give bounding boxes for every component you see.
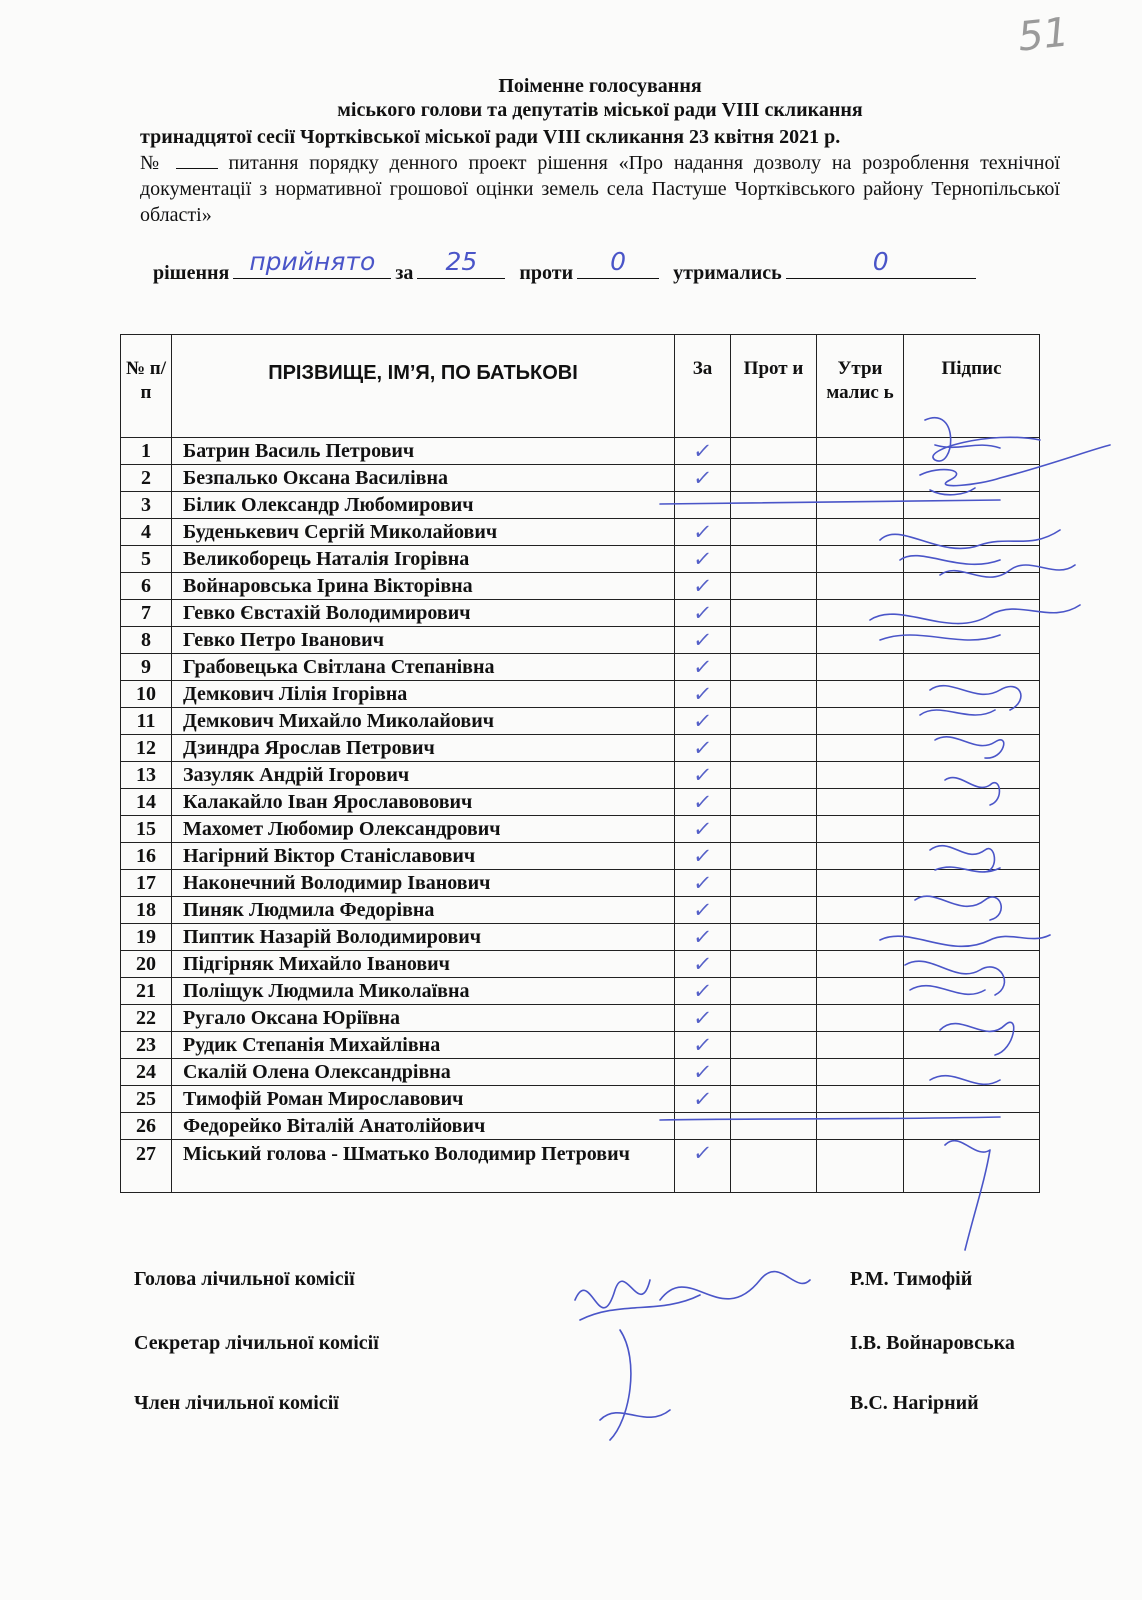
row-number: 25: [121, 1086, 172, 1113]
vote-abstained-cell: [817, 978, 904, 1005]
row-number: 20: [121, 951, 172, 978]
table-row: [121, 870, 1040, 897]
vote-abstained-cell: [817, 654, 904, 681]
header-against: Прот и: [731, 335, 817, 438]
member-name: Демкович Михайло Миколайович: [172, 708, 675, 735]
checkmark-icon: ✓: [691, 817, 714, 841]
vote-against-cell: [731, 1005, 817, 1032]
vote-against-cell: [731, 1086, 817, 1113]
checkmark-icon: ✓: [691, 736, 714, 760]
checkmark-icon: ✓: [691, 682, 714, 706]
signature-cell: [904, 438, 1040, 465]
checkmark-icon: ✓: [691, 1006, 714, 1030]
member-name: Федорейко Віталій Анатолійович: [172, 1113, 675, 1140]
vote-against-cell: [731, 762, 817, 789]
member-name: Нагірний Віктор Станіславович: [172, 843, 675, 870]
vote-abstained-cell: [817, 546, 904, 573]
vote-for-cell: [675, 1032, 731, 1059]
vote-against-cell: [731, 816, 817, 843]
vote-abstained-cell: [817, 1140, 904, 1193]
vote-for-cell: [675, 816, 731, 843]
table-row: [121, 1005, 1040, 1032]
decision-line: [153, 247, 980, 285]
table-row: [121, 735, 1040, 762]
vote-abstained-cell: [817, 816, 904, 843]
against-value: 0: [610, 247, 627, 276]
vote-against-cell: [731, 1032, 817, 1059]
checkmark-icon: ✓: [691, 520, 714, 544]
row-number: 2: [121, 465, 172, 492]
signature-cell: [904, 789, 1040, 816]
table-row: [121, 789, 1040, 816]
vote-for-cell: [675, 1113, 731, 1140]
signature-cell: [904, 1032, 1040, 1059]
vote-abstained-cell: [817, 1005, 904, 1032]
signature-cell: [904, 654, 1040, 681]
vote-abstained-cell: [817, 762, 904, 789]
row-number: 13: [121, 762, 172, 789]
vote-against-cell: [731, 1140, 817, 1193]
vote-against-cell: [731, 654, 817, 681]
header-for: За: [675, 335, 731, 438]
row-number: 16: [121, 843, 172, 870]
checkmark-icon: ✓: [691, 925, 714, 949]
member-name: Білик Олександр Любомирович: [172, 492, 675, 519]
vote-for-cell: [675, 681, 731, 708]
table-row: [121, 573, 1040, 600]
vote-for-cell: [675, 546, 731, 573]
member-name: Демкович Лілія Ігорівна: [172, 681, 675, 708]
signature-cell: [904, 951, 1040, 978]
vote-against-cell: [731, 573, 817, 600]
for-label: за: [395, 262, 414, 284]
vote-for-cell: [675, 654, 731, 681]
row-number: 7: [121, 600, 172, 627]
checkmark-icon: ✓: [691, 898, 714, 922]
row-number: 23: [121, 1032, 172, 1059]
vote-for-cell: [675, 870, 731, 897]
row-number: 26: [121, 1113, 172, 1140]
signature-cell: [904, 735, 1040, 762]
page-number: 51: [1015, 9, 1072, 61]
table-row: [121, 708, 1040, 735]
vote-for-cell: [675, 1086, 731, 1113]
vote-abstained-cell: [817, 573, 904, 600]
vote-table-body: [121, 438, 1040, 1193]
checkmark-icon: ✓: [691, 1087, 714, 1111]
vote-for-cell: [675, 627, 731, 654]
session-line: тринадцятої сесії Чортківської міської ради VIII скликання 23 квітня 2021 р.: [140, 126, 841, 148]
signature-cell: [904, 843, 1040, 870]
item-number-blank: [176, 151, 218, 169]
member-name: Скалій Олена Олександрівна: [172, 1059, 675, 1086]
member-name: Гевко Петро Іванович: [172, 627, 675, 654]
row-number: 10: [121, 681, 172, 708]
vote-against-cell: [731, 708, 817, 735]
vote-against-cell: [731, 681, 817, 708]
signature-cell: [904, 627, 1040, 654]
row-number: 24: [121, 1059, 172, 1086]
table-row: [121, 1086, 1040, 1113]
member-name: Грабовецька Світлана Степанівна: [172, 654, 675, 681]
signature-cell: [904, 492, 1040, 519]
table-row: [121, 897, 1040, 924]
footer-label-secretary: Секретар лічильної комісії: [134, 1332, 379, 1354]
footer-label-chair: Голова лічильної комісії: [134, 1268, 355, 1290]
signature-cell: [904, 978, 1040, 1005]
vote-abstained-cell: [817, 600, 904, 627]
table-row: [121, 1140, 1040, 1193]
member-name: Буденькевич Сергій Миколайович: [172, 519, 675, 546]
row-number: 6: [121, 573, 172, 600]
vote-for-cell: [675, 924, 731, 951]
member-name: Наконечний Володимир Іванович: [172, 870, 675, 897]
signature-cell: [904, 708, 1040, 735]
member-name: Підгірняк Михайло Іванович: [172, 951, 675, 978]
vote-for-cell: [675, 1140, 731, 1193]
checkmark-icon: ✓: [691, 1060, 714, 1084]
vote-against-cell: [731, 870, 817, 897]
signature-cell: [904, 816, 1040, 843]
vote-abstained-cell: [817, 708, 904, 735]
vote-abstained-cell: [817, 492, 904, 519]
member-name: Тимофій Роман Мирославович: [172, 1086, 675, 1113]
signature-cell: [904, 924, 1040, 951]
row-number: 8: [121, 627, 172, 654]
row-number: 17: [121, 870, 172, 897]
row-number: 4: [121, 519, 172, 546]
member-name: Батрин Василь Петрович: [172, 438, 675, 465]
row-number: 15: [121, 816, 172, 843]
table-row: [121, 492, 1040, 519]
vote-for-cell: [675, 762, 731, 789]
table-row: [121, 438, 1040, 465]
vote-for-cell: [675, 1059, 731, 1086]
vote-against-cell: [731, 438, 817, 465]
table-row: [121, 546, 1040, 573]
vote-against-cell: [731, 492, 817, 519]
footer-label-member: Член лічильної комісії: [134, 1392, 339, 1414]
footer-value-chair: Р.М. Тимофій: [850, 1268, 973, 1290]
number-prefix: №: [140, 152, 165, 174]
vote-against-cell: [731, 600, 817, 627]
checkmark-icon: ✓: [691, 547, 714, 571]
vote-for-cell: [675, 708, 731, 735]
question-text: питання порядку денного проект рішення «Про надання дозволу на розроблення технічної документації з нормативної грошової оцінки земель села Пастуше Чортківського району Тернопільської області»: [140, 152, 1060, 226]
table-row: [121, 1059, 1040, 1086]
title-line-1: Поіменне голосування: [498, 75, 702, 97]
vote-for-cell: [675, 843, 731, 870]
for-value: 25: [445, 247, 478, 276]
vote-for-cell: [675, 951, 731, 978]
vote-for-cell: [675, 519, 731, 546]
signature-cell: [904, 681, 1040, 708]
vote-abstained-cell: [817, 438, 904, 465]
vote-for-cell: [675, 438, 731, 465]
footer-value-member: В.С. Нагірний: [850, 1392, 979, 1414]
document-header: [140, 74, 1060, 226]
table-row: [121, 519, 1040, 546]
vote-abstained-cell: [817, 681, 904, 708]
row-number: 11: [121, 708, 172, 735]
vote-against-cell: [731, 1059, 817, 1086]
title-line-2: міського голови та депутатів міської ради VIII скликання: [337, 99, 863, 121]
member-name: Безпалько Оксана Василівна: [172, 465, 675, 492]
vote-abstained-cell: [817, 519, 904, 546]
checkmark-icon: ✓: [691, 763, 714, 787]
checkmark-icon: ✓: [691, 790, 714, 814]
member-name: Махомет Любомир Олександрович: [172, 816, 675, 843]
member-name: Дзиндра Ярослав Петрович: [172, 735, 675, 762]
row-number: 1: [121, 438, 172, 465]
vote-abstained-cell: [817, 1059, 904, 1086]
member-name: Міський голова - Шматько Володимир Петрович: [172, 1140, 675, 1193]
vote-against-cell: [731, 465, 817, 492]
signature-cell: [904, 1059, 1040, 1086]
header-signature: Підпис: [904, 335, 1040, 438]
table-row: [121, 951, 1040, 978]
checkmark-icon: ✓: [691, 844, 714, 868]
row-number: 9: [121, 654, 172, 681]
vote-abstained-cell: [817, 627, 904, 654]
vote-abstained-cell: [817, 924, 904, 951]
decision-label: рішення: [153, 262, 230, 284]
vote-abstained-cell: [817, 951, 904, 978]
vote-for-cell: [675, 897, 731, 924]
table-row: [121, 627, 1040, 654]
against-value-field: [577, 247, 659, 279]
signature-cell: [904, 573, 1040, 600]
vote-against-cell: [731, 735, 817, 762]
vote-for-cell: [675, 978, 731, 1005]
table-row: [121, 681, 1040, 708]
checkmark-icon: ✓: [691, 574, 714, 598]
row-number: 3: [121, 492, 172, 519]
header-name: ПРІЗВИЩЕ, ІМ’Я, ПО БАТЬКОВІ: [172, 335, 675, 438]
signature-cell: [904, 465, 1040, 492]
vote-abstained-cell: [817, 1086, 904, 1113]
signature-cell: [904, 762, 1040, 789]
vote-abstained-cell: [817, 843, 904, 870]
vote-for-cell: [675, 1005, 731, 1032]
row-number: 22: [121, 1005, 172, 1032]
vote-abstained-cell: [817, 789, 904, 816]
checkmark-icon: ✓: [691, 1141, 714, 1165]
vote-against-cell: [731, 789, 817, 816]
table-row: [121, 924, 1040, 951]
member-name: Великоборець Наталія Ігорівна: [172, 546, 675, 573]
vote-for-cell: [675, 492, 731, 519]
signature-cell: [904, 600, 1040, 627]
checkmark-icon: ✓: [691, 1033, 714, 1057]
checkmark-icon: ✓: [691, 655, 714, 679]
table-row: [121, 978, 1040, 1005]
checkmark-icon: ✓: [691, 628, 714, 652]
signature-cell: [904, 1140, 1040, 1193]
table-row: [121, 843, 1040, 870]
member-name: Пиняк Людмила Федорівна: [172, 897, 675, 924]
table-row: [121, 762, 1040, 789]
member-name: Войнаровська Ірина Вікторівна: [172, 573, 675, 600]
vote-for-cell: [675, 735, 731, 762]
checkmark-icon: ✓: [691, 979, 714, 1003]
signature-cell: [904, 1086, 1040, 1113]
for-value-field: [417, 247, 505, 279]
vote-table: [120, 334, 1040, 1193]
vote-for-cell: [675, 573, 731, 600]
table-header-row: [121, 335, 1040, 438]
vote-against-cell: [731, 519, 817, 546]
table-row: [121, 816, 1040, 843]
vote-against-cell: [731, 627, 817, 654]
vote-for-cell: [675, 789, 731, 816]
member-name: Рудик Степанія Михайлівна: [172, 1032, 675, 1059]
row-number: 12: [121, 735, 172, 762]
vote-against-cell: [731, 978, 817, 1005]
abstained-label: утримались: [673, 262, 782, 284]
agenda-question: [140, 150, 1060, 228]
member-name: Поліщук Людмила Миколаївна: [172, 978, 675, 1005]
vote-abstained-cell: [817, 1032, 904, 1059]
vote-abstained-cell: [817, 870, 904, 897]
checkmark-icon: ✓: [691, 952, 714, 976]
row-number: 21: [121, 978, 172, 1005]
vote-abstained-cell: [817, 1113, 904, 1140]
member-name: Пиптик Назарій Володимирович: [172, 924, 675, 951]
checkmark-icon: ✓: [691, 871, 714, 895]
abstained-value: 0: [872, 247, 889, 276]
row-number: 14: [121, 789, 172, 816]
checkmark-icon: ✓: [691, 601, 714, 625]
signature-cell: [904, 1113, 1040, 1140]
vote-abstained-cell: [817, 735, 904, 762]
footer-value-secretary: І.В. Войнаровська: [850, 1332, 1015, 1354]
row-number: 18: [121, 897, 172, 924]
member-name: Калакайло Іван Ярославовович: [172, 789, 675, 816]
member-name: Зазуляк Андрій Ігорович: [172, 762, 675, 789]
decision-value-field: [233, 247, 391, 279]
vote-against-cell: [731, 1113, 817, 1140]
table-row: [121, 600, 1040, 627]
signature-cell: [904, 546, 1040, 573]
table-row: [121, 654, 1040, 681]
vote-abstained-cell: [817, 897, 904, 924]
signature-cell: [904, 897, 1040, 924]
vote-abstained-cell: [817, 465, 904, 492]
vote-against-cell: [731, 546, 817, 573]
checkmark-icon: ✓: [691, 709, 714, 733]
table-row: [121, 1113, 1040, 1140]
table-row: [121, 1032, 1040, 1059]
decision-value: прийнято: [249, 247, 376, 276]
vote-against-cell: [731, 924, 817, 951]
header-num: № п/п: [121, 335, 172, 438]
signature-cell: [904, 1005, 1040, 1032]
row-number: 27: [121, 1140, 172, 1193]
signature-cell: [904, 870, 1040, 897]
member-name: Гевко Євстахій Володимирович: [172, 600, 675, 627]
signature-cell: [904, 519, 1040, 546]
row-number: 19: [121, 924, 172, 951]
checkmark-icon: ✓: [691, 466, 714, 490]
member-name: Ругало Оксана Юріївна: [172, 1005, 675, 1032]
vote-against-cell: [731, 951, 817, 978]
vote-for-cell: [675, 600, 731, 627]
table-row: [121, 465, 1040, 492]
header-abstained: Утри малис ь: [817, 335, 904, 438]
vote-against-cell: [731, 897, 817, 924]
checkmark-icon: ✓: [691, 439, 714, 463]
abstained-value-field: [786, 247, 976, 279]
against-label: проти: [519, 262, 574, 284]
row-number: 5: [121, 546, 172, 573]
vote-for-cell: [675, 465, 731, 492]
vote-against-cell: [731, 843, 817, 870]
